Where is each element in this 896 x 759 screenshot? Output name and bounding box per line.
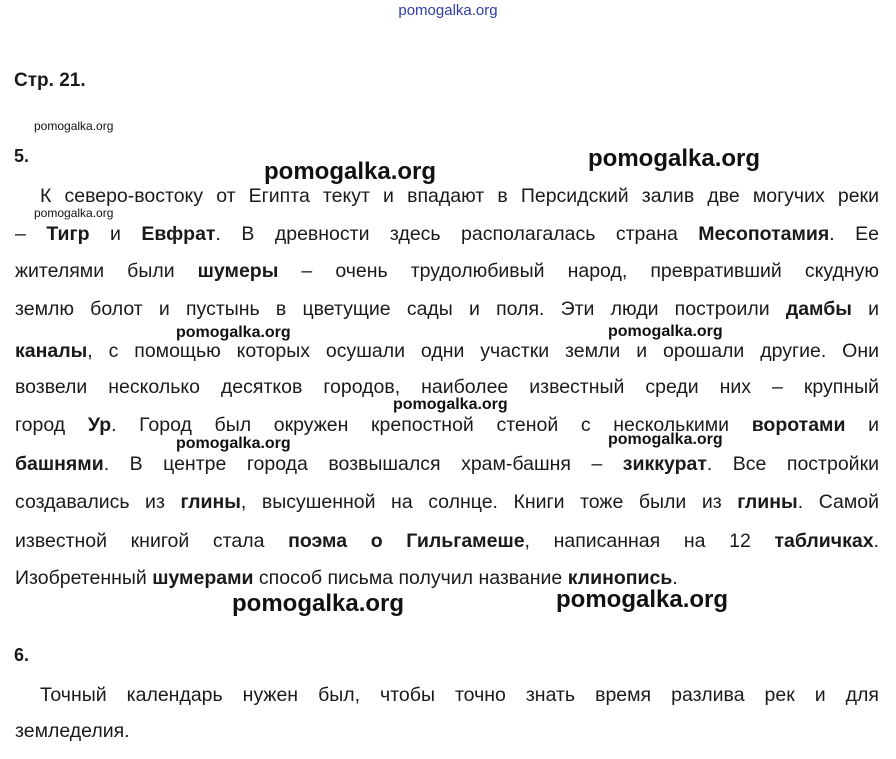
bold-term: Ур	[87, 414, 112, 436]
bold-term: Евфрат	[141, 223, 216, 245]
watermark: pomogalka.org	[232, 590, 405, 617]
task-5-line: К северо-востоку от Египта текут и впадают в Персидский залив две могучих реки	[40, 185, 879, 207]
bold-term: табличках	[774, 530, 874, 552]
bold-term: шумерами	[152, 567, 254, 589]
bold-term: шумеры	[197, 260, 279, 282]
watermark: pomogalka.org	[34, 119, 114, 133]
bold-term: глины	[737, 491, 798, 513]
task-5-line: башнями. В центре города возвышался храм-башня – зиккурат. Все постройки	[15, 453, 879, 475]
bold-term: клинопись	[567, 567, 673, 589]
watermark-top: pomogalka.org	[398, 2, 498, 19]
bold-term: Месопотамия	[698, 223, 830, 245]
task-5-line: известной книгой стала поэма о Гильгамеше, написанная на 12 табличках.	[15, 530, 879, 552]
watermark: pomogalka.org	[588, 145, 761, 172]
watermark: pomogalka.org	[34, 206, 114, 220]
task-5-line: каналы, с помощью которых осушали одни участки земли и орошали другие. Они	[15, 340, 879, 362]
task-5-line: город Ур. Город был окружен крепостной стеной с несколькими воротами и	[15, 414, 879, 436]
watermark: pomogalka.org	[393, 396, 508, 413]
task-6-number: 6.	[14, 645, 30, 665]
watermark: pomogalka.org	[608, 323, 723, 340]
bold-term: зиккурат	[622, 453, 707, 475]
bold-term: глины	[180, 491, 241, 513]
watermark: pomogalka.org	[176, 324, 291, 341]
task-5-number: 5.	[14, 146, 30, 166]
bold-term: воротами	[751, 414, 846, 436]
task-5-line: землю болот и пустынь в цветущие сады и поля. Эти люди построили дамбы и	[15, 298, 879, 320]
task-5-line: создавались из глины, высушенной на солнце. Книги тоже были из глины. Самой	[15, 491, 879, 513]
bold-term: башнями	[15, 453, 104, 475]
task-5-line: жителями были шумеры – очень трудолюбивый народ, превративший скудную	[15, 260, 879, 282]
watermark: pomogalka.org	[556, 586, 729, 613]
bold-term: каналы	[15, 340, 88, 362]
watermark: pomogalka.org	[608, 431, 723, 448]
task-5-line: Изобретенный шумерами способ письма получил название клинопись.	[15, 567, 678, 589]
task-6-line: земледелия.	[15, 720, 130, 742]
page-label: Стр. 21.	[14, 70, 86, 91]
bold-term: дамбы	[785, 298, 852, 320]
watermark: pomogalka.org	[264, 158, 437, 185]
task-5-line: – Тигр и Евфрат. В древности здесь располагалась страна Месопотамия. Ее	[15, 223, 879, 245]
bold-term: Тигр	[46, 223, 90, 245]
bold-term: поэма о Гильгамеше	[288, 530, 525, 552]
watermark: pomogalka.org	[176, 435, 291, 452]
task-5-line: возвели несколько десятков городов, наиболее известный среди них – крупный	[15, 376, 879, 398]
task-6-line: Точный календарь нужен был, чтобы точно знать время разлива рек и для	[40, 684, 879, 706]
